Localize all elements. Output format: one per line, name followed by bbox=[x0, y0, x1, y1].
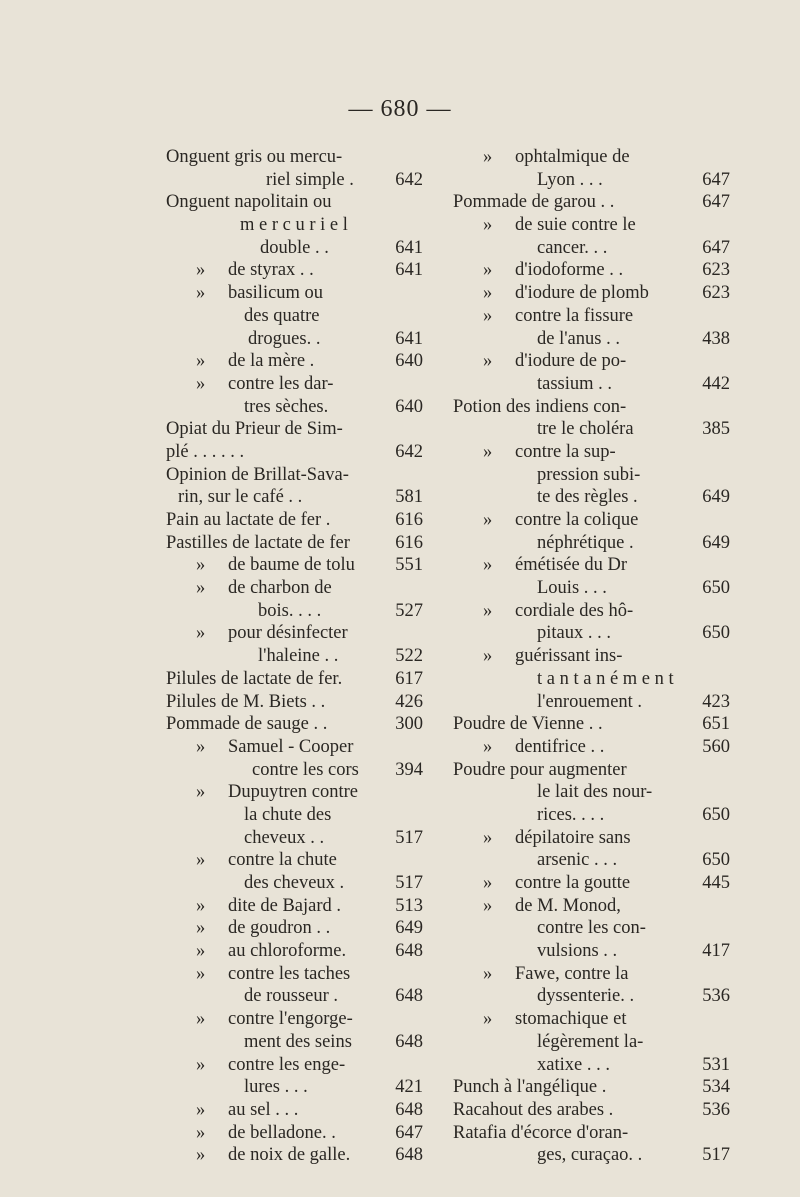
entry-text: Dupuytren contre bbox=[228, 782, 358, 803]
ditto-mark: » bbox=[196, 260, 206, 281]
index-line bbox=[148, 736, 438, 759]
index-line bbox=[148, 237, 438, 260]
index-line bbox=[435, 282, 735, 305]
index-line bbox=[148, 214, 438, 237]
page-reference: 640 bbox=[395, 396, 423, 417]
index-line bbox=[435, 464, 735, 487]
index-line bbox=[435, 237, 735, 260]
page-reference: 385 bbox=[702, 419, 730, 440]
entry-text: m e r c u r i e l bbox=[240, 215, 348, 236]
entry-text: Potion des indiens con- bbox=[453, 396, 627, 417]
index-line bbox=[148, 554, 438, 577]
ditto-mark: » bbox=[483, 873, 493, 893]
entry-text: de suie contre le bbox=[515, 215, 636, 236]
entry-text: Onguent gris ou mercu- bbox=[166, 147, 343, 167]
entry-text: drogues. . bbox=[248, 328, 321, 349]
ditto-mark: » bbox=[483, 963, 493, 984]
index-line bbox=[148, 282, 438, 305]
page-reference: 581 bbox=[395, 487, 423, 508]
ditto-mark: » bbox=[483, 147, 493, 167]
page-reference: 517 bbox=[702, 1145, 730, 1166]
entry-text: guérissant ins- bbox=[515, 646, 623, 667]
entry-text: cordiale des hô- bbox=[515, 600, 634, 621]
entry-text: xatixe . . . bbox=[537, 1054, 610, 1075]
ditto-mark: » bbox=[196, 941, 206, 962]
entry-text: pitaux . . . bbox=[537, 623, 611, 644]
entry-text: Samuel - Cooper bbox=[228, 736, 354, 757]
index-line bbox=[148, 940, 438, 963]
index-line bbox=[148, 781, 438, 804]
index-line bbox=[435, 1031, 735, 1054]
entry-text: plé . . . . . . bbox=[166, 441, 245, 462]
index-line bbox=[148, 804, 438, 827]
entry-text: Opinion de Brillat-Sava- bbox=[166, 464, 349, 485]
index-line bbox=[148, 259, 438, 282]
ditto-mark: » bbox=[196, 351, 206, 372]
ditto-mark: » bbox=[483, 555, 493, 576]
entry-text: contre les con- bbox=[537, 918, 646, 939]
entry-text: Pilules de M. Biets . . bbox=[166, 691, 326, 712]
page-reference: 641 bbox=[395, 328, 423, 349]
ditto-mark: » bbox=[483, 260, 493, 281]
ditto-mark: » bbox=[196, 850, 206, 871]
index-column-left bbox=[148, 146, 438, 1167]
entry-text: Punch à l'angélique . bbox=[453, 1077, 607, 1098]
entry-text: contre les cors bbox=[252, 759, 359, 780]
index-line bbox=[148, 600, 438, 623]
ditto-mark: » bbox=[196, 555, 206, 576]
index-line bbox=[435, 486, 735, 509]
index-line bbox=[435, 328, 735, 351]
ditto-mark: » bbox=[196, 1009, 206, 1030]
index-line bbox=[148, 1054, 438, 1077]
page-reference: 426 bbox=[395, 691, 423, 712]
entry-text: l'haleine . . bbox=[258, 646, 339, 667]
index-line bbox=[148, 441, 438, 464]
ditto-mark: » bbox=[483, 1009, 493, 1030]
entry-text: Pommade de garou . . bbox=[453, 192, 615, 213]
index-line bbox=[435, 259, 735, 282]
index-line bbox=[148, 532, 438, 555]
entry-text: Poudre pour augmenter bbox=[453, 759, 627, 780]
ditto-mark: » bbox=[483, 283, 493, 304]
index-line bbox=[435, 1008, 735, 1031]
entry-text: arsenic . . . bbox=[537, 850, 618, 871]
entry-text: stomachique et bbox=[515, 1009, 627, 1030]
page-reference: 651 bbox=[702, 714, 730, 735]
index-line bbox=[435, 418, 735, 441]
index-line bbox=[435, 169, 735, 192]
index-line bbox=[148, 191, 438, 214]
index-line bbox=[148, 418, 438, 441]
entry-text: d'iodure de po- bbox=[515, 351, 627, 372]
page-reference: 551 bbox=[395, 555, 423, 576]
page-reference: 442 bbox=[702, 373, 730, 394]
entry-text: te des règles . bbox=[537, 487, 638, 508]
index-line bbox=[435, 713, 735, 736]
ditto-mark: » bbox=[483, 827, 493, 848]
ditto-mark: » bbox=[196, 918, 206, 939]
index-line bbox=[435, 396, 735, 419]
entry-text: Louis . . . bbox=[537, 578, 607, 599]
entry-text: de goudron . . bbox=[228, 918, 331, 939]
ditto-mark: » bbox=[196, 736, 206, 757]
ditto-mark: » bbox=[196, 1054, 206, 1075]
page-reference: 527 bbox=[395, 600, 423, 621]
entry-text: dépilatoire sans bbox=[515, 827, 631, 848]
page-reference: 616 bbox=[395, 532, 423, 553]
index-line bbox=[435, 917, 735, 940]
index-line bbox=[435, 577, 735, 600]
index-line bbox=[148, 872, 438, 895]
page-reference: 517 bbox=[395, 873, 423, 893]
page-reference: 641 bbox=[395, 260, 423, 281]
entry-text: ophtalmique de bbox=[515, 147, 630, 167]
index-line bbox=[435, 350, 735, 373]
index-line bbox=[148, 305, 438, 328]
index-line bbox=[435, 1076, 735, 1099]
entry-text: dentifrice . . bbox=[515, 736, 605, 757]
page-reference: 534 bbox=[702, 1077, 730, 1098]
index-line bbox=[435, 668, 735, 691]
entry-text: au chloroforme. bbox=[228, 941, 347, 962]
index-line bbox=[435, 214, 735, 237]
ditto-mark: » bbox=[483, 441, 493, 462]
index-line bbox=[435, 509, 735, 532]
index-line bbox=[148, 373, 438, 396]
page-reference: 647 bbox=[702, 237, 730, 258]
entry-text: contre la colique bbox=[515, 510, 639, 530]
page-reference: 616 bbox=[395, 510, 423, 530]
index-line bbox=[435, 1122, 735, 1145]
entry-text: de baume de tolu bbox=[228, 555, 355, 576]
index-line bbox=[435, 759, 735, 782]
entry-text: dyssenterie. . bbox=[537, 986, 635, 1007]
page-reference: 536 bbox=[702, 1099, 730, 1120]
entry-text: bois. . . . bbox=[258, 600, 322, 621]
entry-text: cancer. . . bbox=[537, 237, 608, 258]
entry-text: l'enrouement . bbox=[537, 691, 643, 712]
entry-text: riel simple . bbox=[266, 169, 354, 190]
index-line bbox=[148, 645, 438, 668]
index-line bbox=[148, 827, 438, 850]
page-reference: 648 bbox=[395, 986, 423, 1007]
index-line bbox=[148, 759, 438, 782]
page-reference: 445 bbox=[702, 873, 730, 893]
entry-text: émétisée du Dr bbox=[515, 555, 627, 576]
ditto-mark: » bbox=[196, 895, 206, 916]
page-reference: 648 bbox=[395, 1145, 423, 1166]
page-reference: 648 bbox=[395, 941, 423, 962]
page-reference: 421 bbox=[395, 1077, 423, 1098]
entry-text: de styrax . . bbox=[228, 260, 314, 281]
page-reference: 536 bbox=[702, 986, 730, 1007]
index-line bbox=[435, 895, 735, 918]
index-line bbox=[435, 691, 735, 714]
ditto-mark: » bbox=[483, 510, 493, 530]
index-line bbox=[435, 146, 735, 169]
page-reference: 650 bbox=[702, 804, 730, 825]
entry-text: le lait des nour- bbox=[537, 782, 653, 803]
page-reference: 617 bbox=[395, 668, 423, 689]
page-reference: 642 bbox=[395, 169, 423, 190]
ditto-mark: » bbox=[196, 1099, 206, 1120]
index-line bbox=[148, 963, 438, 986]
entry-text: cheveux . . bbox=[244, 827, 325, 848]
ditto-mark: » bbox=[196, 782, 206, 803]
page-reference: 649 bbox=[702, 532, 730, 553]
page-reference: 517 bbox=[395, 827, 423, 848]
index-line bbox=[435, 532, 735, 555]
index-line bbox=[148, 464, 438, 487]
page-reference: 641 bbox=[395, 237, 423, 258]
entry-text: ges, curaçao. . bbox=[537, 1145, 643, 1166]
entry-text: néphrétique . bbox=[537, 532, 634, 553]
index-line bbox=[435, 804, 735, 827]
page-reference: 642 bbox=[395, 441, 423, 462]
index-line bbox=[435, 622, 735, 645]
entry-text: au sel . . . bbox=[228, 1099, 299, 1120]
entry-text: Racahout des arabes . bbox=[453, 1099, 614, 1120]
page-reference: 650 bbox=[702, 623, 730, 644]
ditto-mark: » bbox=[196, 963, 206, 984]
entry-text: basilicum ou bbox=[228, 283, 324, 304]
entry-text: de rousseur . bbox=[244, 986, 339, 1007]
ditto-mark: » bbox=[196, 1122, 206, 1143]
index-line bbox=[435, 849, 735, 872]
entry-text: Opiat du Prieur de Sim- bbox=[166, 419, 343, 440]
index-line bbox=[148, 486, 438, 509]
page-reference: 647 bbox=[702, 192, 730, 213]
entry-text: de belladone. . bbox=[228, 1122, 336, 1143]
page-reference: 417 bbox=[702, 941, 730, 962]
entry-text: Poudre de Vienne . . bbox=[453, 714, 603, 735]
page-reference: 647 bbox=[702, 169, 730, 190]
index-line bbox=[435, 373, 735, 396]
entry-text: contre la goutte bbox=[515, 873, 631, 893]
index-line bbox=[148, 917, 438, 940]
index-line bbox=[435, 441, 735, 464]
entry-text: Pastilles de lactate de fer bbox=[166, 532, 350, 553]
index-line bbox=[148, 1099, 438, 1122]
index-line bbox=[148, 577, 438, 600]
page-reference: 522 bbox=[395, 646, 423, 667]
page-reference: 649 bbox=[702, 487, 730, 508]
ditto-mark: » bbox=[196, 373, 206, 394]
entry-text: Pain au lactate de fer . bbox=[166, 510, 331, 530]
page-reference: 650 bbox=[702, 850, 730, 871]
index-line bbox=[435, 781, 735, 804]
ditto-mark: » bbox=[483, 351, 493, 372]
page-reference: 513 bbox=[395, 895, 423, 916]
entry-text: ment des seins bbox=[244, 1031, 352, 1052]
entry-text: pour désinfecter bbox=[228, 623, 348, 644]
entry-text: de M. Monod, bbox=[515, 895, 621, 916]
index-line bbox=[435, 940, 735, 963]
entry-text: Ratafia d'écorce d'oran- bbox=[453, 1122, 629, 1143]
entry-text: contre la chute bbox=[228, 850, 337, 871]
index-line bbox=[435, 872, 735, 895]
index-line bbox=[148, 1144, 438, 1167]
entry-text: de noix de galle. bbox=[228, 1145, 351, 1166]
entry-text: dite de Bajard . bbox=[228, 895, 342, 916]
entry-text: contre les enge- bbox=[228, 1054, 346, 1075]
ditto-mark: » bbox=[196, 1145, 206, 1166]
entry-text: vulsions . . bbox=[537, 941, 618, 962]
index-line bbox=[148, 1008, 438, 1031]
page-reference: 394 bbox=[395, 759, 423, 780]
entry-text: contre la fissure bbox=[515, 305, 634, 326]
entry-text: Pilules de lactate de fer. bbox=[166, 668, 343, 689]
page-reference: 438 bbox=[702, 328, 730, 349]
entry-text: la chute des bbox=[244, 804, 332, 825]
index-line bbox=[148, 328, 438, 351]
entry-text: rices. . . . bbox=[537, 804, 605, 825]
ditto-mark: » bbox=[196, 283, 206, 304]
entry-text: d'iodure de plomb bbox=[515, 283, 649, 304]
index-line bbox=[148, 1076, 438, 1099]
index-line bbox=[435, 963, 735, 986]
index-line bbox=[148, 350, 438, 373]
entry-text: de la mère . bbox=[228, 351, 315, 372]
entry-text: légèrement la- bbox=[537, 1031, 644, 1052]
entry-text: lures . . . bbox=[244, 1077, 308, 1098]
page-reference: 560 bbox=[702, 736, 730, 757]
index-line bbox=[148, 668, 438, 691]
index-line bbox=[148, 1122, 438, 1145]
entry-text: t a n t a n é m e n t bbox=[537, 668, 674, 689]
index-line bbox=[435, 191, 735, 214]
entry-text: Fawe, contre la bbox=[515, 963, 629, 984]
page-reference: 623 bbox=[702, 260, 730, 281]
entry-text: contre la sup- bbox=[515, 441, 616, 462]
entry-text: double . . bbox=[260, 237, 329, 258]
entry-text: de l'anus . . bbox=[537, 328, 620, 349]
index-line bbox=[435, 554, 735, 577]
entry-text: des quatre bbox=[244, 305, 320, 326]
ditto-mark: » bbox=[483, 646, 493, 667]
ditto-mark: » bbox=[483, 895, 493, 916]
index-line bbox=[148, 691, 438, 714]
index-line bbox=[148, 713, 438, 736]
index-line bbox=[435, 600, 735, 623]
ditto-mark: » bbox=[483, 305, 493, 326]
entry-text: d'iodoforme . . bbox=[515, 260, 624, 281]
index-line bbox=[148, 985, 438, 1008]
index-column-right bbox=[435, 146, 735, 1167]
index-line bbox=[148, 849, 438, 872]
page-number: — 680 — bbox=[348, 96, 452, 122]
page-reference: 300 bbox=[395, 714, 423, 735]
entry-text: tres sèches. bbox=[244, 396, 329, 417]
index-line bbox=[148, 622, 438, 645]
entry-text: contre les dar- bbox=[228, 373, 334, 394]
index-line bbox=[148, 146, 438, 169]
page-reference: 531 bbox=[702, 1054, 730, 1075]
entry-text: de charbon de bbox=[228, 578, 332, 599]
ditto-mark: » bbox=[196, 623, 206, 644]
page-reference: 648 bbox=[395, 1031, 423, 1052]
entry-text: contre l'engorge- bbox=[228, 1009, 353, 1030]
index-line bbox=[435, 1054, 735, 1077]
ditto-mark: » bbox=[196, 578, 206, 599]
page-reference: 650 bbox=[702, 578, 730, 599]
entry-text: tre le choléra bbox=[537, 419, 634, 440]
entry-text: pression subi- bbox=[537, 464, 641, 485]
page-reference: 623 bbox=[702, 283, 730, 304]
page-reference: 423 bbox=[702, 691, 730, 712]
index-line bbox=[435, 645, 735, 668]
index-line bbox=[148, 509, 438, 532]
ditto-mark: » bbox=[483, 600, 493, 621]
index-line bbox=[435, 1099, 735, 1122]
index-line bbox=[435, 736, 735, 759]
entry-text: Pommade de sauge . . bbox=[166, 714, 328, 735]
index-line bbox=[148, 1031, 438, 1054]
index-line bbox=[435, 827, 735, 850]
page-reference: 647 bbox=[395, 1122, 423, 1143]
entry-text: des cheveux . bbox=[244, 873, 345, 893]
index-line bbox=[148, 895, 438, 918]
page-reference: 649 bbox=[395, 918, 423, 939]
page-reference: 640 bbox=[395, 351, 423, 372]
index-line bbox=[435, 985, 735, 1008]
index-line bbox=[435, 1144, 735, 1167]
entry-text: Onguent napolitain ou bbox=[166, 192, 332, 213]
ditto-mark: » bbox=[483, 736, 493, 757]
index-line bbox=[148, 396, 438, 419]
page-reference: 648 bbox=[395, 1099, 423, 1120]
entry-text: tassium . . bbox=[537, 373, 613, 394]
index-line bbox=[435, 305, 735, 328]
entry-text: contre les taches bbox=[228, 963, 351, 984]
ditto-mark: » bbox=[483, 215, 493, 236]
index-line bbox=[148, 169, 438, 192]
entry-text: Lyon . . . bbox=[537, 169, 603, 190]
entry-text: rin, sur le café . . bbox=[178, 487, 303, 508]
